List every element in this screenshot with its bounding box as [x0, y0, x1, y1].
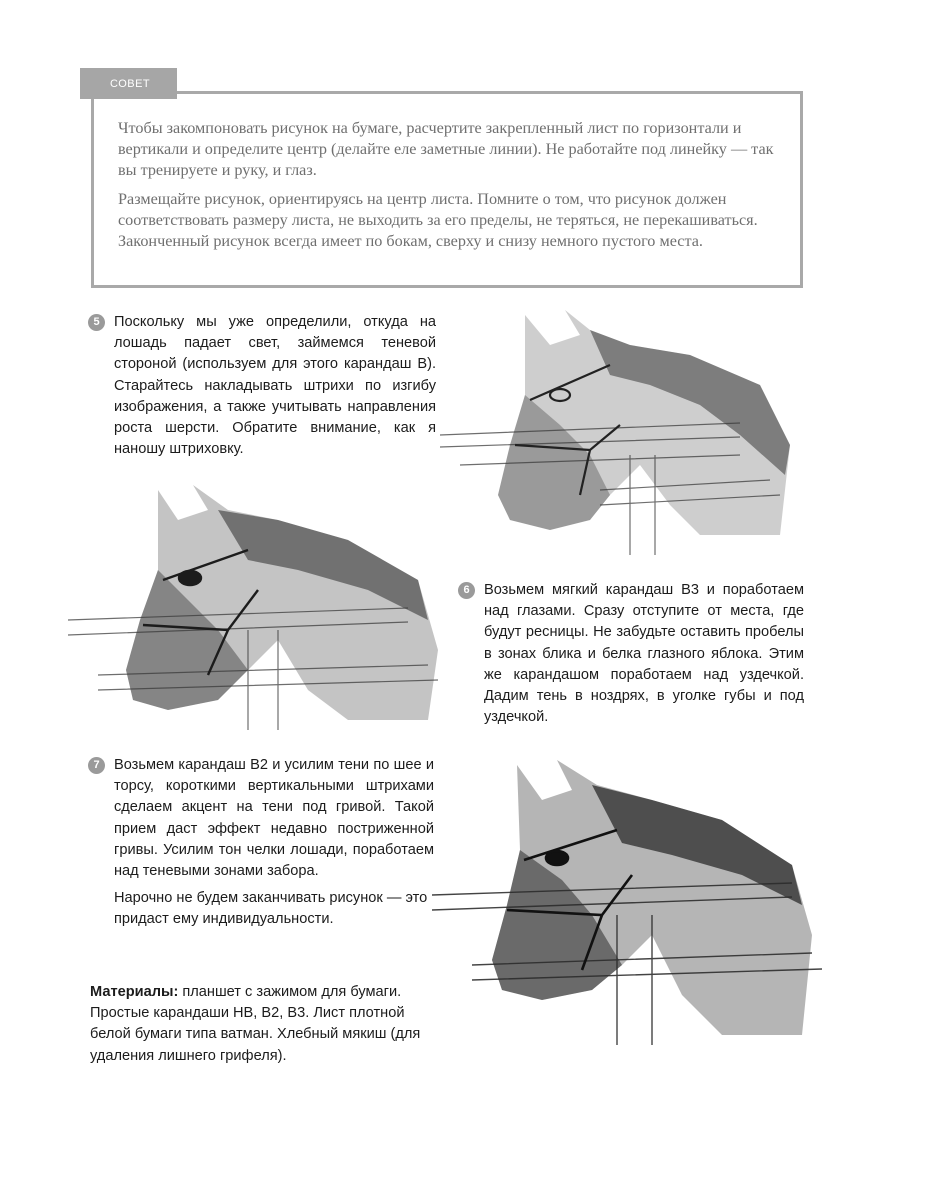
tip-label: СОВЕТ: [80, 68, 177, 99]
step-6: [463, 580, 804, 734]
tip-paragraph-1: Чтобы закомпоновать рисунок на бумаге, расчертите закрепленный лист по горизонтали и вертикали и определите центр (делайте еле заметные линии). Не работайте под линейку — так вы тренируете и руку, и глаз.: [118, 119, 774, 179]
materials-text: планшет с зажимом для бумаги. Простые карандаши НВ, В2, В3. Лист плотной белой бумаги типа ватман. Хлебный мякиш (для удаления лишнего грифеля).: [90, 984, 421, 1064]
step-7-number: 7: [88, 757, 105, 774]
horse-sketch-step-6: [68, 480, 458, 730]
materials-label: Материалы:: [90, 984, 179, 1000]
tip-box: [91, 91, 803, 288]
step-5-text: Поскольку мы уже определили, откуда на лошадь падает свет, займемся теневой стороной (используем для этого карандаш В). Старайтесь накладывать штрихи по изгибу изображения, а также учитывать направления роста шерсти. Обратите внимание, как я наношу штриховку.: [114, 314, 436, 458]
tip-paragraph-2: Размещайте рисунок, ориентируясь на центр листа. Помните о том, что рисунок должен соответствовать размеру листа, не выходить за его пределы, не теряться, не перекашиваться. Законченный рисунок всегда имеет по бокам, сверху и снизу немного пустого места.: [118, 190, 758, 250]
step-7-text-1: Возьмем карандаш В2 и усилим тени по шее и торсу, короткими вертикальными штрихами сделаем акцент на тени под гривой. Такой прием даст эффект недавно постриженной гривы. Усилим тон челки лошади, поработаем над теневыми зонами забора.: [114, 757, 434, 880]
step-5-number: 5: [88, 314, 105, 331]
horse-sketch-step-7: [432, 755, 832, 1045]
horse-sketch-step-5: [440, 305, 810, 555]
step-7: [93, 755, 434, 937]
step-6-text: Возьмем мягкий карандаш В3 и поработаем над глазами. Сразу отступите от места, где будут ресницы. Не забудьте оставить пробелы в зонах блика и белка глазного яблока. Этим же карандашом поработаем над уздечкой. Дадим тень в ноздрях, в уголке губы и под уздечкой.: [484, 582, 804, 726]
step-5: [93, 312, 436, 466]
materials: [90, 982, 442, 1067]
step-6-number: 6: [458, 582, 475, 599]
step-7-text-2: Нарочно не будем заканчивать рисунок — это придаст ему индивидуальности.: [114, 890, 428, 928]
